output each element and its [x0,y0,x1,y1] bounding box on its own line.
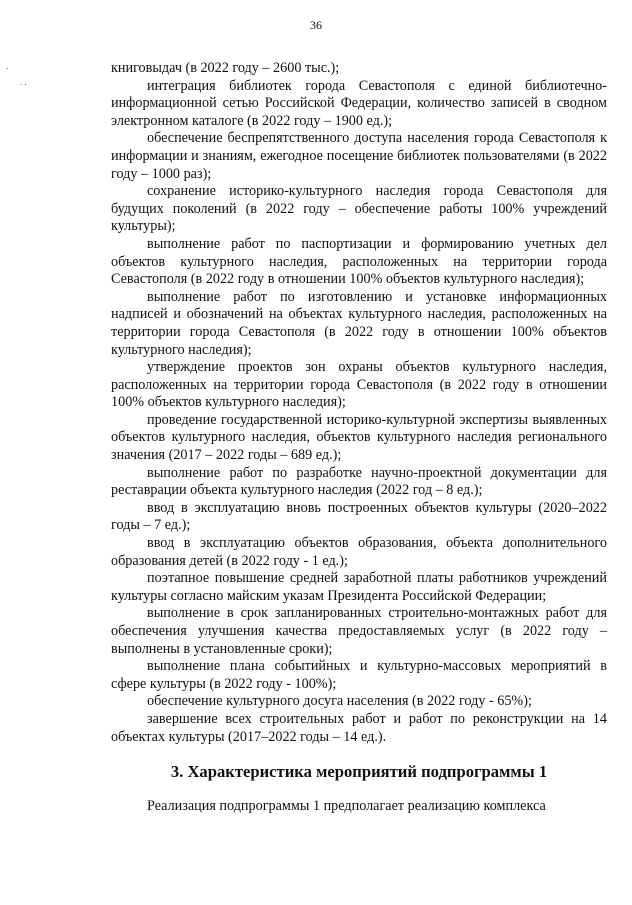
margin-marks [6,60,27,88]
paragraph: выполнение работ по паспортизации и формированию учетных дел объектов культурного наследия, расположенных на территории города Севастополя (в 2022 году в отношении 100% объектов культурного наследия); [111,235,607,288]
paragraph: книговыдач (в 2022 году – 2600 тыс.); [111,60,340,76]
paragraph: поэтапное повышение средней заработной платы работников учреждений культуры согласно майским указам Президента Российской Федерации; [111,570,607,604]
paragraph: сохранение историко-культурного наследия города Севастополя для будущих поколений (в 2022 году – обеспечение работы 100% учреждений культуры); [111,183,607,235]
document-body [111,60,607,815]
paragraph: утверждение проектов зон охраны объектов культурного наследия, расположенных на территории города Севастополя (в 2022 году в отношении 100% объектов культурного наследия); [111,359,607,411]
paragraph: интеграция библиотек города Севастополя с единой библиотечно-информационной сетью Российской Федерации, количество записей в сводном электронном каталоге (в 2022 году – 1900 ед.); [111,77,607,129]
paragraph: выполнение в срок запланированных строительно-монтажных работ для обеспечения улучшения качества предоставляемых услуг (в 2022 году – выполнены в установленные сроки); [111,605,607,657]
paragraph: ввод в эксплуатацию объектов образования, объекта дополнительного образования детей (в 2022 году - 1 ед.); [111,535,607,569]
paragraph: обеспечение беспрепятственного доступа населения города Севастополя к информации и знаниям, ежегодное посещение библиотек пользователями (в 2022 году – 1000 раз); [111,130,607,182]
paragraph: выполнение плана событийных и культурно-массовых мероприятий в сфере культуры (в 2022 году - 100%); [111,658,607,692]
page-number: 36 [310,18,322,32]
section-heading: 3. Характеристика мероприятий подпрограммы 1 [170,762,548,782]
margin-mark: . . [20,77,27,87]
paragraph: проведение государственной историко-культурной экспертизы выявленных объектов культурного наследия, объектов культурного наследия регионального значения (2017 – 2022 годы – 689 ед.); [111,411,607,464]
paragraph: обеспечение культурного досуга населения (в 2022 году - 65%); [147,693,532,710]
margin-mark: . [6,61,9,71]
paragraph: завершение всех строительных работ и работ по реконструкции на 14 объектах культуры (2017–2022 годы – 14 ед.). [111,710,607,745]
paragraph: Реализация подпрограммы 1 предполагает реализацию комплекса [147,797,546,814]
paragraph: выполнение работ по изготовлению и установке информационных надписей и обозначений на объектах культурного наследия, расположенных на территории города Севастополя (в 2022 году в отношении 100% объектов культурного наследия); [111,288,607,358]
paragraph: выполнение работ по разработке научно-проектной документации для реставрации объекта культурного наследия (2022 год – 8 ед.); [111,464,607,499]
paragraph: ввод в эксплуатацию вновь построенных объектов культуры (2020–2022 годы – 7 ед.); [111,499,607,534]
